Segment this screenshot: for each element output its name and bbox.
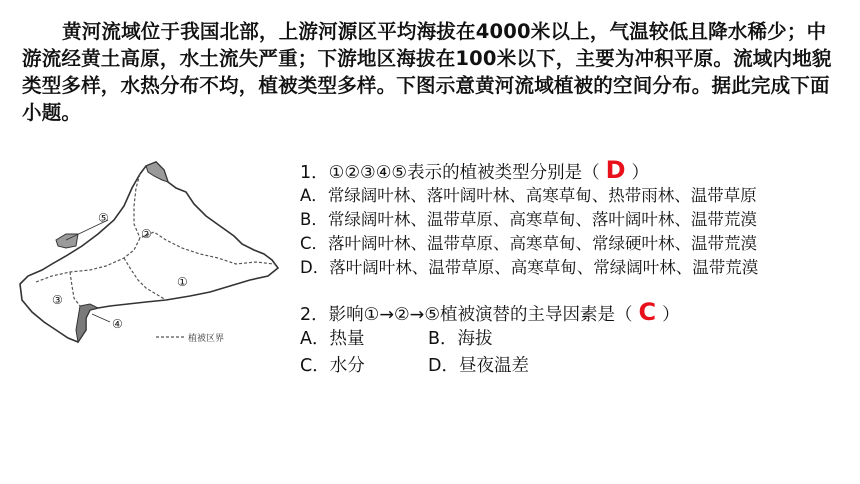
question-2-option-b: B．海拔 (428, 329, 493, 349)
question-1-answer: D (605, 156, 626, 184)
region-label-5: ⑤ (98, 211, 109, 225)
basin-outline (20, 162, 278, 342)
vegetation-map (6, 158, 296, 358)
question-2-options-row-2 (300, 353, 680, 380)
question-2-option-c: C．水分 (300, 356, 365, 376)
question-2-stem (300, 298, 680, 326)
question-2-options-row-1 (300, 326, 680, 353)
question-2-prefix: 2．影响①→②→⑤植被演替的主导因素是（ (300, 305, 633, 325)
question-2-option-d: D．昼夜温差 (428, 356, 529, 376)
legend-label: 植被区界 (188, 334, 225, 344)
region-label-2: ② (141, 227, 152, 241)
question-1-stem (300, 156, 758, 184)
question-1-option-a: A．常绿阔叶林、落叶阔叶林、高寒草甸、热带雨林、温带草原 (300, 186, 757, 205)
intro-text: 黄河流域位于我国北部，上游河源区平均海拔在4000米以上，气温较低且降水稀少；中游流经黄土高原，水土流失严重；下游地区海拔在100米以下，主要为冲积平原。流域内地貌类型多样，水热分布不均，植被类型多样。下图示意黄河流域植被的空间分布。据此完成下面小题。 (22, 20, 832, 124)
question-2-option-a: A．热量 (300, 329, 365, 349)
region-label-1: ① (177, 275, 188, 289)
question-1-option-b: B．常绿阔叶林、温带草原、高寒草甸、落叶阔叶林、温带荒漠 (300, 210, 757, 229)
intro-paragraph (22, 18, 832, 126)
region-label-4: ④ (112, 317, 123, 331)
question-2-answer: C (638, 298, 657, 326)
question-2 (300, 298, 680, 380)
leader-line (92, 314, 110, 322)
shaded-region-south (76, 304, 98, 342)
region-label-3: ③ (52, 293, 63, 307)
question-1-option-c: C．落叶阔叶林、温带草原、高寒草甸、常绿硬叶林、温带荒漠 (300, 234, 758, 253)
question-2-suffix: ） (662, 305, 680, 325)
question-1 (300, 156, 758, 280)
question-1-suffix: ） (631, 163, 649, 183)
question-1-prefix: 1．①②③④⑤表示的植被类型分别是（ (300, 163, 600, 183)
question-1-option-d: D．落叶阔叶林、温带草原、高寒草甸、常绿阔叶林、温带荒漠 (300, 258, 759, 277)
